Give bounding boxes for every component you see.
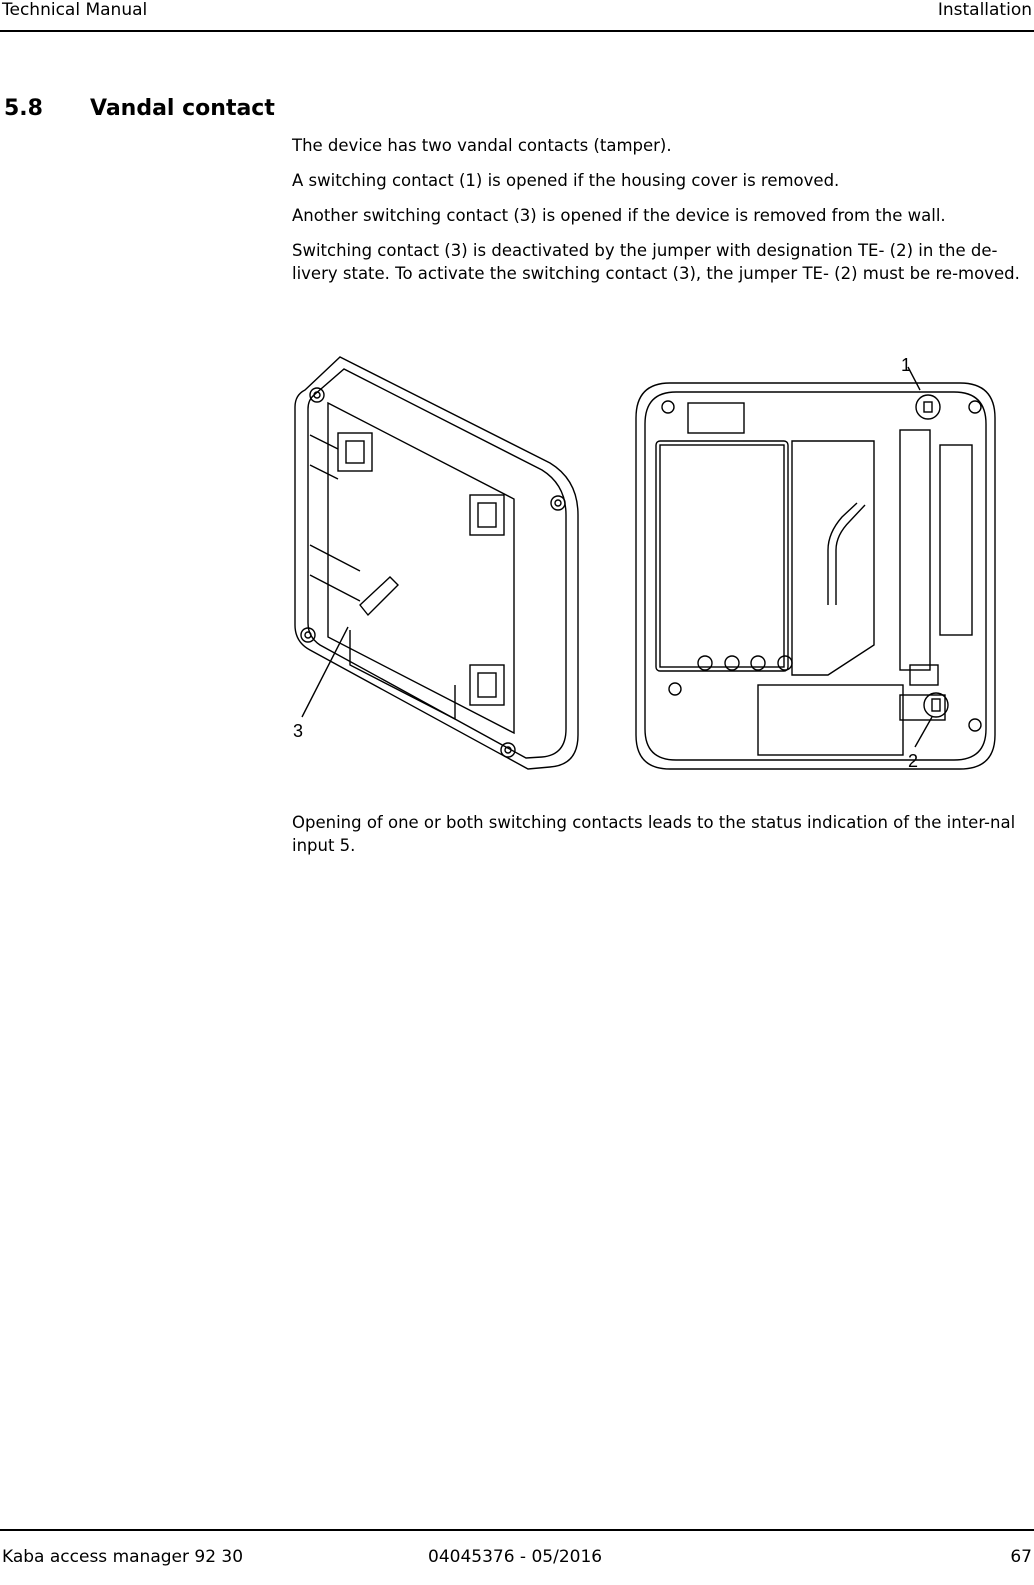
callout-3-leader xyxy=(302,627,348,717)
paragraph: Switching contact (3) is deactivated by the jumper with designation TE- (2) in the de-livery state. To activate the switching contact (3), the jumper TE- (2) must be re-moved. xyxy=(292,241,1020,283)
paragraph: The device has two vandal contacts (tamper). xyxy=(292,136,672,155)
paragraph: A switching contact (1) is opened if the housing cover is removed. xyxy=(292,171,840,190)
page-number: 67 xyxy=(1010,1547,1032,1567)
front-unit-illustration xyxy=(636,383,995,769)
back-plate-illustration xyxy=(292,357,578,769)
section-number: 5.8 xyxy=(4,96,43,121)
footer-product: Kaba access manager 92 30 xyxy=(2,1547,244,1567)
paragraph: Another switching contact (3) is opened if the device is removed from the wall. xyxy=(292,206,946,225)
device-figure xyxy=(280,345,1020,785)
closing-text xyxy=(292,811,1022,869)
callout-1-label: 1 xyxy=(900,355,912,375)
header-chapter: Installation xyxy=(937,0,1032,20)
header-rule xyxy=(0,30,1034,32)
section-title: Vandal contact xyxy=(90,96,275,121)
callout-3-label: 3 xyxy=(292,721,304,741)
callout-2-label: 2 xyxy=(907,751,919,771)
paragraph: Opening of one or both switching contacts leads to the status indication of the inter-nal input 5. xyxy=(292,813,1016,855)
footer-rule xyxy=(0,1529,1034,1531)
callout-2-leader xyxy=(915,717,932,747)
footer-doc-number: 04045376 - 05/2016 xyxy=(428,1547,603,1567)
intro-text xyxy=(292,134,1022,297)
header-doc-title: Technical Manual xyxy=(2,0,148,20)
